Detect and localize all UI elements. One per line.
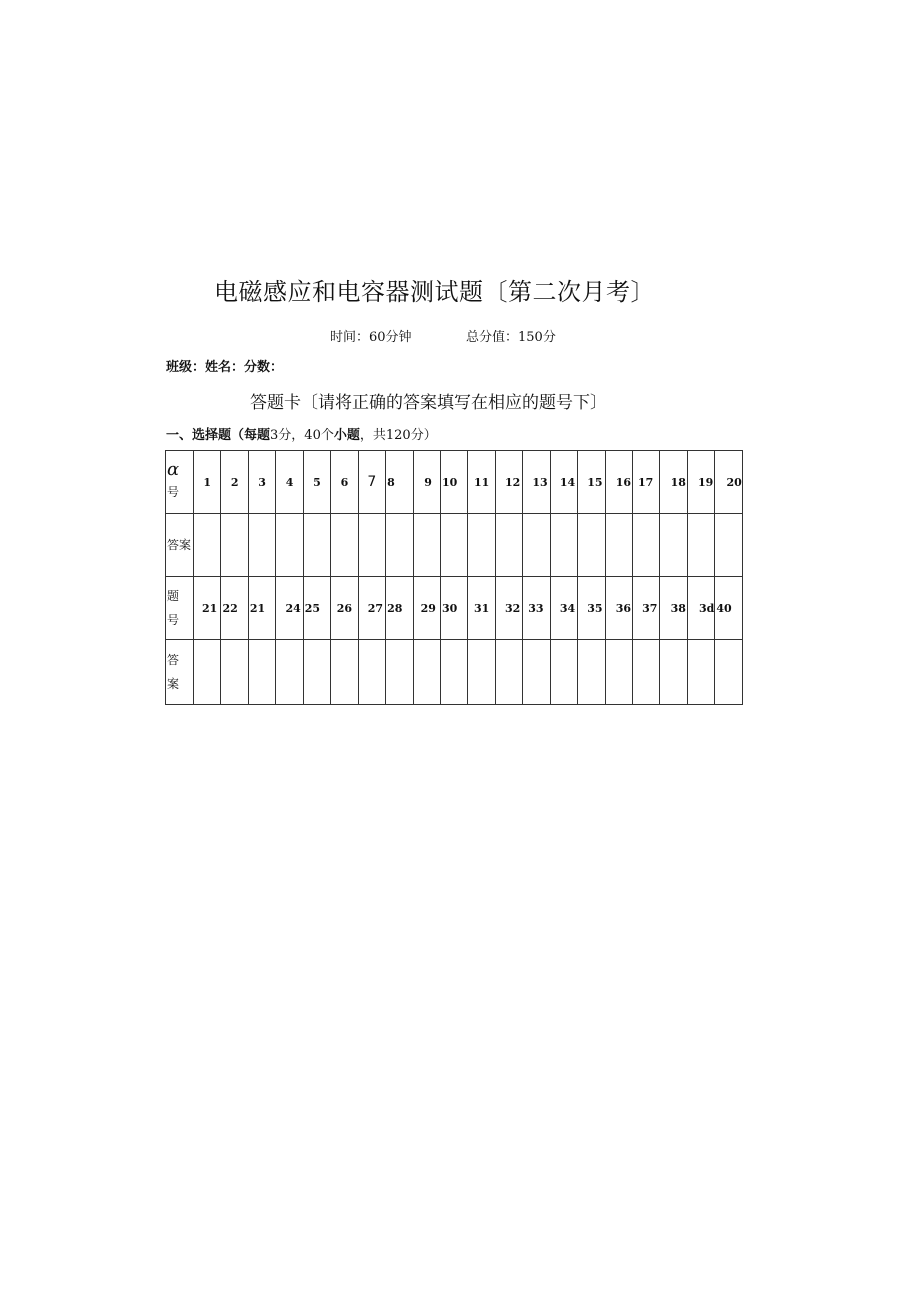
answer-cell[interactable] <box>468 640 495 705</box>
answer-cell[interactable] <box>248 640 275 705</box>
section-detail-c: 小题 <box>333 428 360 443</box>
row1-label-top: α <box>167 459 180 480</box>
q-number: 33 <box>523 577 550 640</box>
answer-cell[interactable] <box>331 640 358 705</box>
answer-table <box>165 450 743 705</box>
exam-time: 时间：60分钟 <box>330 330 412 345</box>
answer-cell[interactable] <box>440 640 467 705</box>
answer-cell[interactable] <box>495 514 522 577</box>
answer-row-2 <box>166 640 743 705</box>
answer-cell[interactable] <box>248 514 275 577</box>
answer-cell[interactable] <box>715 514 742 577</box>
section-detail-d: ，共120分） <box>359 428 437 443</box>
q-number: 40 <box>715 577 742 640</box>
q-number-seven: 7 <box>367 474 377 490</box>
q-number: 4 <box>276 451 303 514</box>
q-number: 14 <box>550 451 577 514</box>
row2-label: 答案 <box>166 514 194 577</box>
row3-label-top: 题 <box>167 589 180 603</box>
answer-cell[interactable] <box>715 640 742 705</box>
q-number: 21 <box>248 577 275 640</box>
answer-cell[interactable] <box>331 514 358 577</box>
q-number: 6 <box>331 451 358 514</box>
document-title: 电磁感应和电容器测试题〔第二次月考〕 <box>214 278 655 306</box>
q-number: 31 <box>468 577 495 640</box>
section-prefix: 一、选择题 <box>166 428 232 443</box>
student-info-line: 班级：姓名：分数： <box>166 360 284 375</box>
q-number: 3d <box>687 577 714 640</box>
answer-cell[interactable] <box>413 640 440 705</box>
q-number: 21 <box>194 577 221 640</box>
section-detail-a: （每题 <box>231 428 271 443</box>
q-number: 29 <box>413 577 440 640</box>
answer-cell[interactable] <box>523 640 550 705</box>
answer-cell[interactable] <box>468 514 495 577</box>
row1-label-bottom: 号 <box>167 485 180 499</box>
answer-cell[interactable] <box>386 640 413 705</box>
q-number: 8 <box>386 451 413 514</box>
answer-cell[interactable] <box>413 514 440 577</box>
question-number-row-1 <box>166 451 743 514</box>
question-number-row-2 <box>166 577 743 640</box>
exam-total-score: 总分值：150分 <box>466 330 556 345</box>
row3-label <box>166 577 194 640</box>
section-heading <box>166 424 437 443</box>
answer-cell[interactable] <box>633 640 660 705</box>
answer-cell[interactable] <box>605 514 632 577</box>
answer-cell[interactable] <box>660 514 687 577</box>
answer-card-title: 答题卡〔请将正确的答案填写在相应的题号下〕 <box>250 393 607 413</box>
q-number: 24 <box>276 577 303 640</box>
answer-cell[interactable] <box>221 514 248 577</box>
q-number: 15 <box>578 451 605 514</box>
answer-cell[interactable] <box>633 514 660 577</box>
q-number: 18 <box>660 451 687 514</box>
answer-cell[interactable] <box>687 640 714 705</box>
q-number: 20 <box>715 451 742 514</box>
q-number: 5 <box>303 451 330 514</box>
answer-cell[interactable] <box>221 640 248 705</box>
row4-label <box>166 640 194 705</box>
answer-cell[interactable] <box>276 640 303 705</box>
answer-cell[interactable] <box>358 640 385 705</box>
answer-cell[interactable] <box>687 514 714 577</box>
answer-cell[interactable] <box>303 640 330 705</box>
q-number <box>358 451 385 514</box>
q-number: 32 <box>495 577 522 640</box>
q-number: 1 <box>194 451 221 514</box>
q-number: 2 <box>221 451 248 514</box>
answer-cell[interactable] <box>550 514 577 577</box>
answer-row-1 <box>166 514 743 577</box>
q-number: 16 <box>605 451 632 514</box>
q-number: 28 <box>386 577 413 640</box>
q-number: 17 <box>633 451 660 514</box>
answer-cell[interactable] <box>578 640 605 705</box>
q-number: 19 <box>687 451 714 514</box>
q-number: 10 <box>440 451 467 514</box>
answer-cell[interactable] <box>660 640 687 705</box>
q-number: 25 <box>303 577 330 640</box>
q-number: 22 <box>221 577 248 640</box>
answer-cell[interactable] <box>440 514 467 577</box>
answer-cell[interactable] <box>358 514 385 577</box>
answer-cell[interactable] <box>194 514 221 577</box>
q-number: 3 <box>248 451 275 514</box>
row4-label-top: 答 <box>167 653 180 667</box>
q-number: 35 <box>578 577 605 640</box>
answer-cell[interactable] <box>303 514 330 577</box>
q-number: 30 <box>440 577 467 640</box>
row4-label-bottom: 案 <box>167 677 180 691</box>
q-number: 12 <box>495 451 522 514</box>
answer-cell[interactable] <box>495 640 522 705</box>
answer-cell[interactable] <box>194 640 221 705</box>
q-number: 13 <box>523 451 550 514</box>
row1-label <box>166 451 194 514</box>
q-number: 34 <box>550 577 577 640</box>
answer-cell[interactable] <box>276 514 303 577</box>
answer-cell[interactable] <box>578 514 605 577</box>
answer-cell[interactable] <box>386 514 413 577</box>
answer-cell[interactable] <box>605 640 632 705</box>
q-number: 26 <box>331 577 358 640</box>
answer-cell[interactable] <box>523 514 550 577</box>
q-number: 9 <box>413 451 440 514</box>
q-number: 37 <box>633 577 660 640</box>
q-number: 38 <box>660 577 687 640</box>
q-number: 27 <box>358 577 385 640</box>
section-detail-b: 3分，40个 <box>270 428 334 443</box>
q-number: 11 <box>468 451 495 514</box>
answer-cell[interactable] <box>550 640 577 705</box>
row3-label-bottom: 号 <box>167 613 180 627</box>
q-number: 36 <box>605 577 632 640</box>
